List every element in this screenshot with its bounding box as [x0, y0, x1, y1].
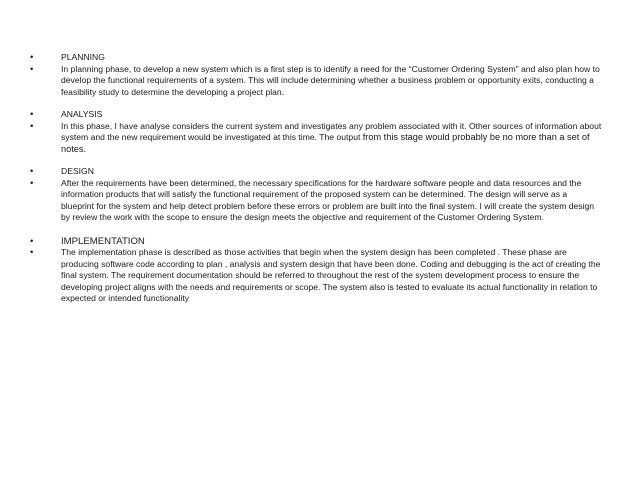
- bullet-item-analysis-body: [30, 121, 602, 156]
- bullet-icon: •: [30, 177, 34, 189]
- analysis-body-main: In this phase, I have analyse considers the current system and investigates any problem associated with it. Other sources of information about system and the new requirement would be investigated at this time. The output: [61, 120, 602, 142]
- implementation-body: The implementation phase is described as those activities that begin when the system design has been completed . These phase are producing software code according to plan , analysis and system design that have been done. Coding and debugging is the act of creating the final system. The requirement documentation should be referred to throughout the rest of the system development process to ensure the developing project aligns with the needs and requirements or scope. The system also is tested to evaluate its actual functionality in relation to expected or intended functionality: [61, 247, 601, 303]
- bullet-item-planning-body: [30, 64, 602, 99]
- design-body: After the requirements have been determined, the necessary specifications for the hardware software people and data resources and the information products that will satisfy the functional requirement of the proposed system can be determined. The design will serve as a blueprint for the system and help detect problem before these errors or problem are built into the final system. I will create the system design by review the work with the scope to ensure the design meets the objective and requirement of the Customer Ordering System.: [61, 177, 595, 222]
- bullet-item-design-heading: [30, 166, 602, 178]
- bullet-item-planning-heading: [30, 52, 602, 64]
- implementation-heading: IMPLEMENTATION: [61, 235, 145, 247]
- bullet-icon: •: [30, 235, 34, 247]
- bullet-icon: •: [30, 52, 34, 63]
- bullet-item-implementation-heading: [30, 236, 602, 248]
- bullet-icon: •: [30, 247, 34, 258]
- bullet-list: [30, 52, 602, 305]
- bullet-icon: •: [30, 63, 34, 75]
- bullet-item-analysis-heading: [30, 109, 602, 121]
- bullet-icon: •: [30, 120, 34, 132]
- planning-heading: PLANNING: [61, 52, 105, 62]
- analysis-body-tail: from this stage would probably be no more than a set of notes.: [61, 132, 590, 154]
- bullet-icon: •: [30, 109, 34, 120]
- bullet-item-design-body: [30, 178, 602, 224]
- bullet-icon: •: [30, 166, 34, 177]
- planning-body: In planning phase, to develop a new system which is a first step is to identify a need for the “Customer Ordering System” and also plan how to develop the functional requirements of a system. This will include determining whether a business problem or opportunity exits, conducting a feasibility study to determine the developing a project plan.: [61, 63, 600, 97]
- design-heading: DESIGN: [61, 166, 94, 176]
- analysis-heading: ANALYSIS: [61, 109, 103, 119]
- analysis-body: [61, 121, 602, 156]
- bullet-item-implementation-body: [30, 247, 602, 305]
